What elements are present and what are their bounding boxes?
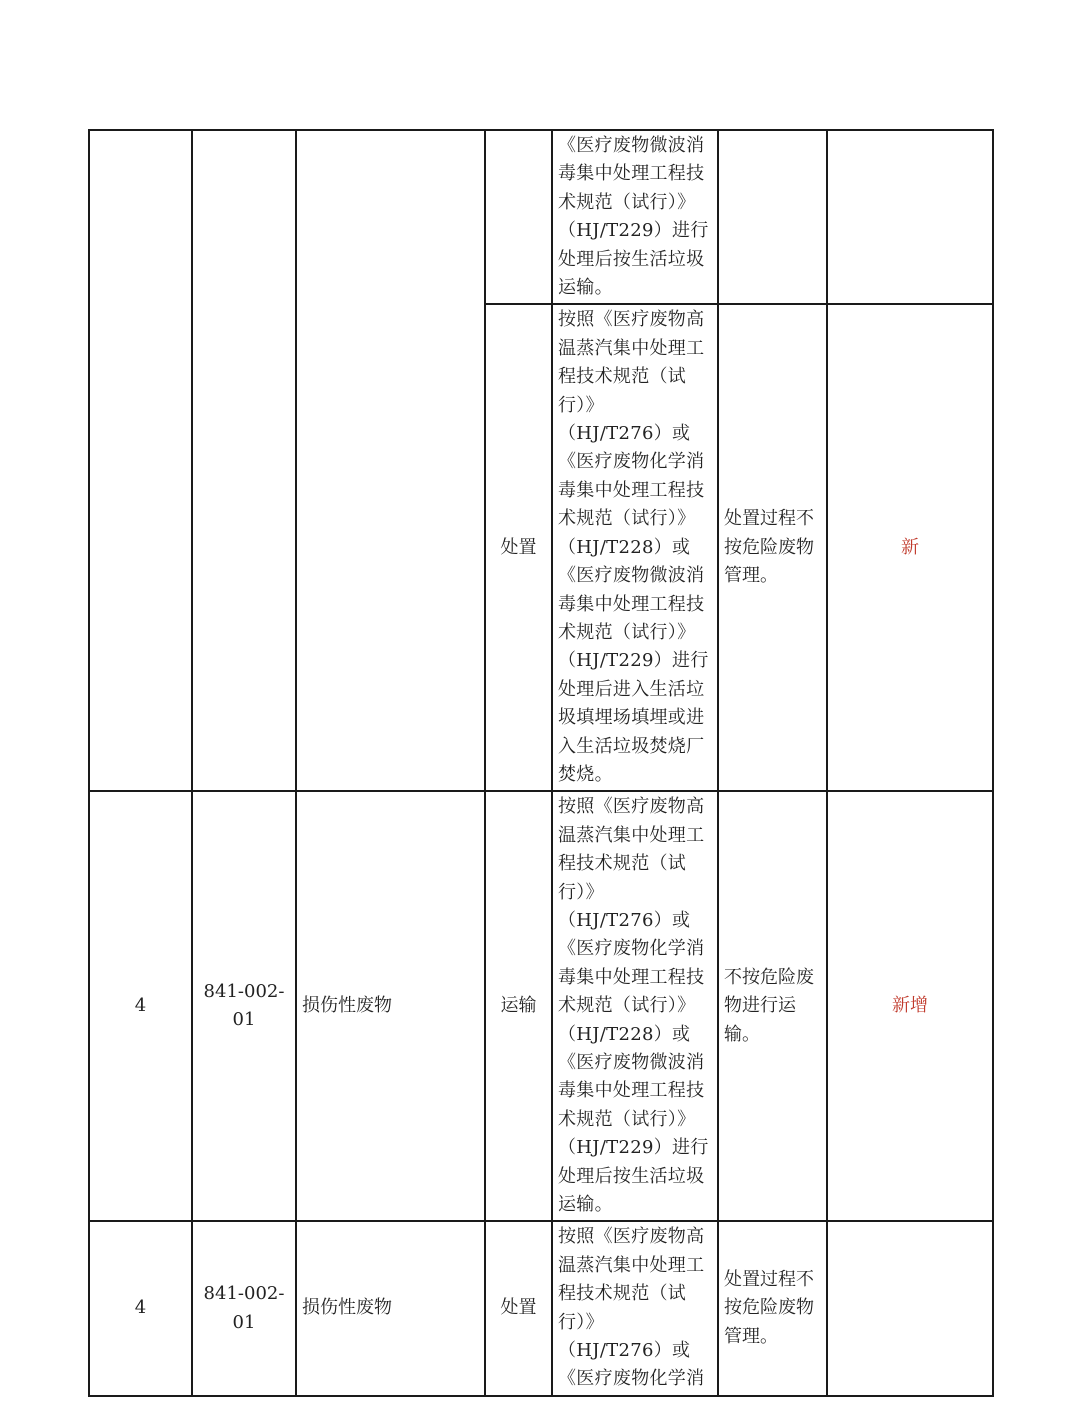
table-row <box>89 1221 993 1395</box>
condition-cell: 处置过程不 按危险废物 管理。 <box>718 304 827 791</box>
stage-cell: 运输 <box>485 791 552 1221</box>
code-cell: 841-002-01 <box>192 1221 296 1395</box>
code-cell: 841-002-01 <box>192 791 296 1221</box>
condition-cell: 处置过程不 按危险废物 管理。 <box>718 1221 827 1395</box>
method-cell: 《医疗废物微波消 毒集中处理工程技 术规范（试行）》 （HJ/T229）进行 处理后按生活垃圾 运输。 <box>552 130 718 304</box>
table-row <box>89 130 993 304</box>
stage-cell: 处置 <box>485 304 552 791</box>
waste-exemption-table <box>88 129 994 1397</box>
stage-cell: 处置 <box>485 1221 552 1395</box>
method-cell: 按照《医疗废物高 温蒸汽集中处理工 程技术规范（试 行）》 （HJ/T276）或 《医疗废物化学消 <box>552 1221 718 1395</box>
condition-cell: 不按危险废 物进行运 输。 <box>718 791 827 1221</box>
remark-cell <box>827 130 993 304</box>
table-row <box>89 791 993 1221</box>
seq-cell: 4 <box>89 1221 192 1395</box>
remark-cell <box>827 1221 993 1395</box>
method-cell: 按照《医疗废物高 温蒸汽集中处理工 程技术规范（试 行）》 （HJ/T276）或 《医疗废物化学消 毒集中处理工程技 术规范（试行）》 （HJ/T228）或 《医疗废物微波消 毒集中处理工程技 术规范（试行）》 （HJ/T229）进行 处理后按生活垃圾 运输。 <box>552 791 718 1221</box>
name-cell: 损伤性废物 <box>296 791 485 1221</box>
name-cell: 损伤性废物 <box>296 1221 485 1395</box>
seq-cell <box>89 130 192 791</box>
condition-cell <box>718 130 827 304</box>
name-cell <box>296 130 485 791</box>
stage-cell <box>485 130 552 304</box>
remark-cell: 新增 <box>827 791 993 1221</box>
seq-cell: 4 <box>89 791 192 1221</box>
method-cell: 按照《医疗废物高 温蒸汽集中处理工 程技术规范（试 行）》 （HJ/T276）或 《医疗废物化学消 毒集中处理工程技 术规范（试行）》 （HJ/T228）或 《医疗废物微波消 毒集中处理工程技 术规范（试行）》 （HJ/T229）进行 处理后进入生活垃 圾填埋场填埋或进 入生活垃圾焚烧厂 焚烧。 <box>552 304 718 791</box>
remark-cell: 新 <box>827 304 993 791</box>
code-cell <box>192 130 296 791</box>
